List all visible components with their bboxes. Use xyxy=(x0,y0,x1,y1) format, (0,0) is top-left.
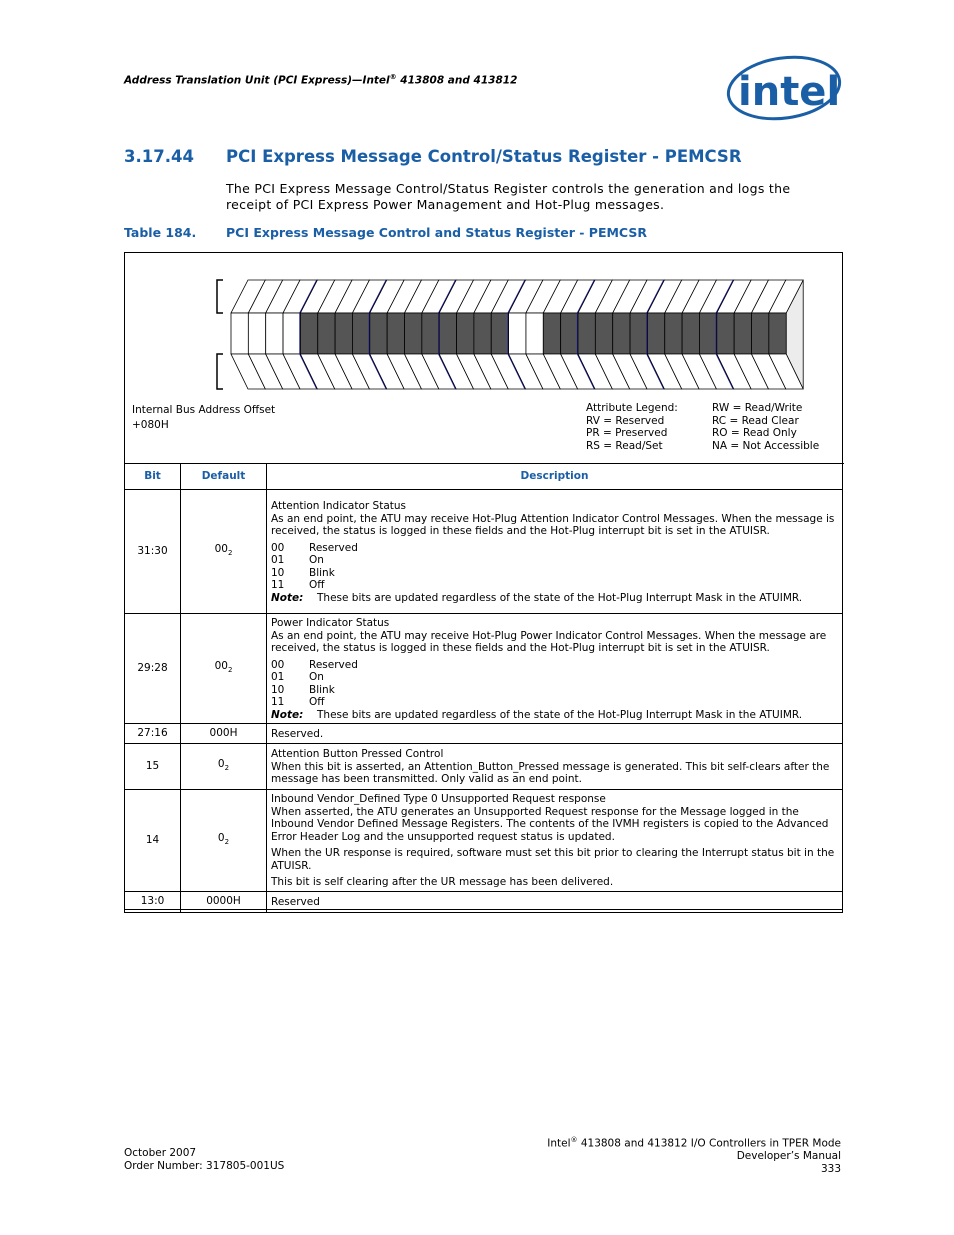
field-title: Attention Button Pressed Control xyxy=(271,748,444,761)
legend-item: RC = Read Clear xyxy=(712,414,799,427)
field-body: When this bit is asserted, an Attention_Button_Pressed message is generated. This bit self-clears after the message has been transmitted. Only valid as an end point. xyxy=(271,760,830,786)
bit-value-cell xyxy=(335,313,352,354)
encoding-row: 00 Reserved xyxy=(271,541,358,554)
footer-order-number: Order Number: 317805-001US xyxy=(124,1159,285,1172)
section-title: PCI Express Message Control/Status Register - PEMCSR xyxy=(226,147,742,166)
encoding-row: 11 Off xyxy=(271,696,325,708)
bit-value-cell xyxy=(405,313,422,354)
bit-value-cell xyxy=(474,313,491,354)
bit-cell: 14 xyxy=(125,790,181,892)
section-intro: The PCI Express Message Control/Status Register controls the generation and logs the receipt of PCI Express Power Management and Hot-Plug messages. xyxy=(226,181,791,212)
column-header-default: Default xyxy=(181,464,267,490)
footer-left xyxy=(124,1147,284,1172)
table-row xyxy=(125,724,843,744)
bit-value-cell xyxy=(595,313,612,354)
intel-logo-text: intel xyxy=(738,69,841,115)
description-cell xyxy=(267,790,843,892)
bit-value-cell xyxy=(248,313,265,354)
default-cell: 0000H xyxy=(181,891,267,912)
bracket-top xyxy=(217,280,223,313)
field-body: As an end point, the ATU may receive Hot-Plug Power Indicator Control Messages. When the message are received, the status is logged in these fields and the Hot-Plug interrupt bit is set in the ATUISR. xyxy=(271,629,827,654)
description-cell xyxy=(267,744,843,790)
bracket-bottom xyxy=(217,354,223,389)
column-header-bit: Bit xyxy=(125,464,181,490)
bit-value-cell xyxy=(561,313,578,354)
bit-value-cell xyxy=(370,313,387,354)
footer-right xyxy=(520,1134,841,1175)
bit-value-cell xyxy=(491,313,508,354)
address-offset xyxy=(132,404,275,431)
legend-item: NA = Not Accessible xyxy=(712,439,820,452)
bit-value-cell xyxy=(647,313,664,354)
bit-value-cell xyxy=(283,313,300,354)
legend-item: RS = Read/Set xyxy=(586,439,663,452)
default-cell: $0_2$ xyxy=(181,790,267,892)
table-caption xyxy=(124,225,647,240)
offset-value: +080H xyxy=(132,418,169,431)
bit-value-cell xyxy=(665,313,682,354)
table-title: PCI Express Message Control and Status Register - PEMCSR xyxy=(226,225,647,240)
running-header: Address Translation Unit (PCI Express)—Intel® 413808 and 413812 xyxy=(124,73,518,87)
field-title: Attention Indicator Status xyxy=(271,500,406,512)
field-title: Inbound Vendor_Defined Type 0 Unsupported Request response xyxy=(271,793,606,805)
bit-cell: 27:16 xyxy=(125,724,181,744)
bit-value-cell xyxy=(699,313,716,354)
bit-value-cell xyxy=(266,313,283,354)
default-cell: 000H xyxy=(181,724,267,744)
table-row xyxy=(125,790,843,892)
field-body: This bit is self clearing after the UR message has been delivered. xyxy=(271,876,614,888)
field-body: As an end point, the ATU may receive Hot-Plug Attention Indicator Control Messages. When the message is received, the status is logged in these fields and the Hot-Plug interrupt bit is set in the ATUISR. xyxy=(271,512,835,537)
bit-value-cell xyxy=(231,313,248,354)
encoding-row: 10 Blink xyxy=(271,683,335,696)
default-cell: $00_2$ xyxy=(181,490,267,614)
table-row xyxy=(125,891,843,912)
register-table xyxy=(124,463,843,913)
page-number: 333 xyxy=(820,1162,841,1175)
table-number: Table 184. xyxy=(124,225,197,240)
bit-value-cell xyxy=(543,313,560,354)
bit-value-cell xyxy=(318,313,335,354)
table-header-row xyxy=(125,464,843,490)
bit-value-cell xyxy=(352,313,369,354)
offset-label: Internal Bus Address Offset xyxy=(132,404,276,416)
encoding-row: 10 Blink xyxy=(271,566,335,579)
field-body: When the UR response is required, software must set this bit prior to clearing the Interrupt status bit in the ATUISR. xyxy=(271,847,835,872)
description-cell: Reserved. xyxy=(267,724,843,744)
encoding-row: 01 On xyxy=(271,554,324,566)
legend-item: RW = Read/Write xyxy=(712,402,803,414)
bit-value-cell xyxy=(752,313,769,354)
default-cell: $00_2$ xyxy=(181,614,267,724)
footer-manual: Developer’s Manual xyxy=(736,1150,841,1162)
footer-date: October 2007 xyxy=(124,1147,197,1159)
bit-value-cell xyxy=(734,313,751,354)
section-heading xyxy=(124,147,742,166)
encoding-row: 00 Reserved xyxy=(271,658,358,671)
bit-value-cell xyxy=(526,313,543,354)
bit-value-cell xyxy=(769,313,786,354)
bit-value-cell xyxy=(387,313,404,354)
bit-value-cell xyxy=(682,313,699,354)
bit-value-cell xyxy=(509,313,526,354)
legend-item: PR = Preserved xyxy=(586,427,668,439)
field-note: Note: These bits are updated regardless of the state of the Hot-Plug Interrupt Mask in the ATUIMR. xyxy=(271,708,803,721)
table-row xyxy=(125,614,843,724)
table-row xyxy=(125,744,843,790)
bit-value-cell xyxy=(613,313,630,354)
bit-value-cell xyxy=(578,313,595,354)
field-note: Note: These bits are updated regardless of the state of the Hot-Plug Interrupt Mask in the ATUIMR. xyxy=(271,591,803,604)
footer-product: Intel® 413808 and 413812 I/O Controllers in TPER Mode xyxy=(547,1136,841,1150)
bit-value-cell xyxy=(439,313,456,354)
description-cell xyxy=(267,614,843,724)
bit-value-cell xyxy=(422,313,439,354)
section-number: 3.17.44 xyxy=(124,147,194,166)
field-body: When asserted, the ATU generates an Unsupported Request response for the Message logged in the Inbound Vendor Defined Message Registers. The contents of the IVMH registers is copied to the Advanced Error Header Log and the unsupported request status is updated. xyxy=(271,805,829,843)
intel-logo xyxy=(724,50,842,128)
bit-cell: 31:30 xyxy=(125,490,181,614)
encoding-row: 01 On xyxy=(271,671,324,683)
encoding-row: 11 Off xyxy=(271,579,325,591)
bit-cell: 13:0 xyxy=(125,891,181,912)
field-title: Power Indicator Status xyxy=(271,617,390,629)
bit-value-cell xyxy=(457,313,474,354)
column-header-description: Description xyxy=(267,464,843,490)
default-cell: $0_2$ xyxy=(181,744,267,790)
description-cell xyxy=(267,490,843,614)
table-row xyxy=(125,490,843,614)
bit-value-cell xyxy=(300,313,317,354)
bit-value-cell xyxy=(717,313,734,354)
legend-item: RO = Read Only xyxy=(712,427,797,439)
bit-value-cell xyxy=(630,313,647,354)
legend-item: RV = Reserved xyxy=(586,414,665,427)
bit-cell: 29:28 xyxy=(125,614,181,724)
bit-cell: 15 xyxy=(125,744,181,790)
legend-heading: Attribute Legend: xyxy=(586,402,678,414)
description-cell: Reserved xyxy=(267,891,843,912)
